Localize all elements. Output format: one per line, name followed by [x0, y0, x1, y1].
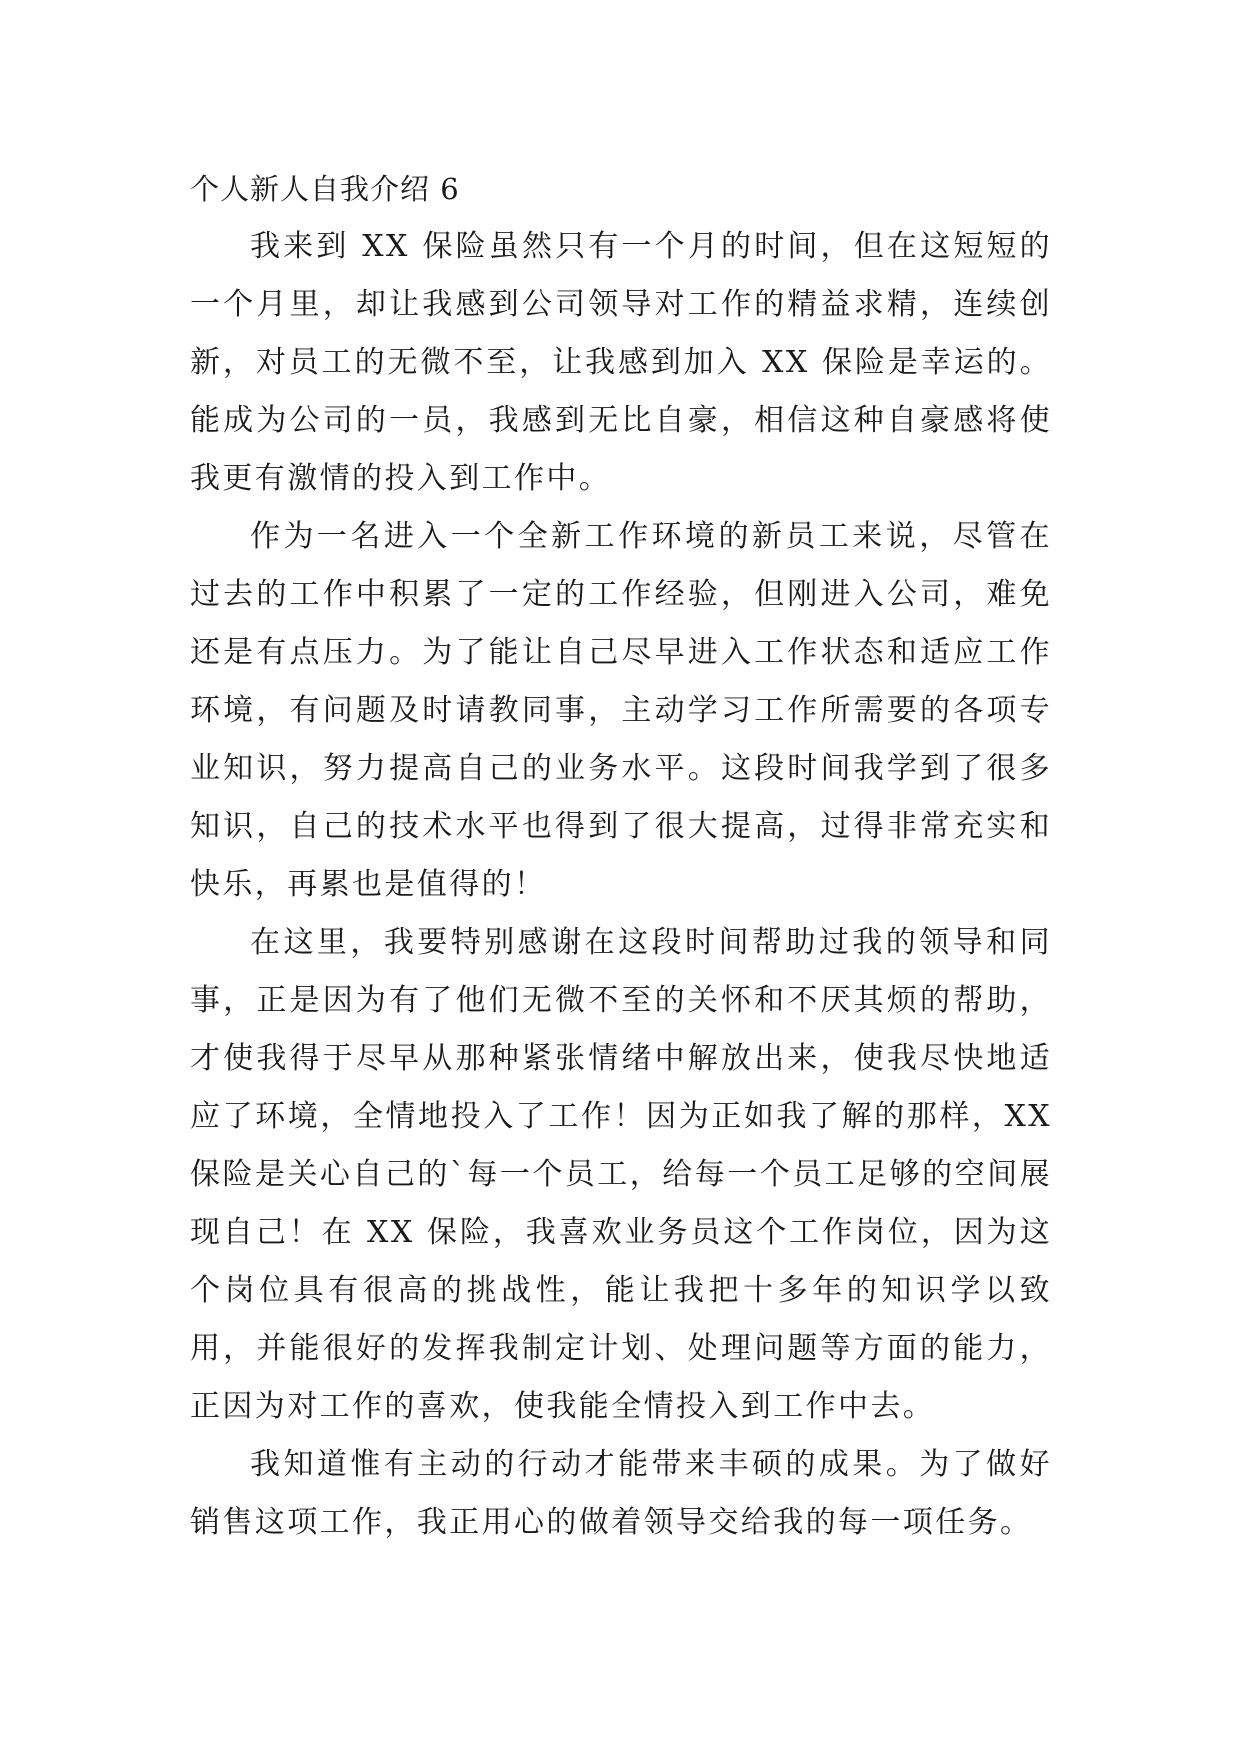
- paragraph-4: 我知道惟有主动的行动才能带来丰硕的成果。为了做好销售这项工作，我正用心的做着领导交给我的每一项任务。: [190, 1447, 1052, 1540]
- paragraph-1: 我来到 XX 保险虽然只有一个月的时间，但在这短短的一个月里，却让我感到公司领导对工作的精益求精，连续创新，对员工的无微不至，让我感到加入 XX 保险是幸运的。能成为公司的一员，我感到无比自豪，相信这种自豪感将使我更有激情的投入到工作中。: [190, 229, 1052, 496]
- document-body: [190, 160, 1052, 1552]
- paragraph-3: 在这里，我要特别感谢在这段时间帮助过我的领导和同事，正是因为有了他们无微不至的关怀和不厌其烦的帮助，才使我得于尽早从那种紧张情绪中解放出来，使我尽快地适应了环境，全情地投入了工作！因为正如我了解的那样，XX 保险是关心自己的`每一个员工，给每一个员工足够的空间展现自己！在 XX 保险，我喜欢业务员这个工作岗位，因为这个岗位具有很高的挑战性，能让我把十多年的知识学以致用，并能很好的发挥我制定计划、处理问题等方面的能力，正因为对工作的喜欢，使我能全情投入到工作中去。: [190, 925, 1052, 1424]
- paragraph-2: 作为一名进入一个全新工作环境的新员工来说，尽管在过去的工作中积累了一定的工作经验，但刚进入公司，难免还是有点压力。为了能让自己尽早进入工作状态和适应工作环境，有问题及时请教同事，主动学习工作所需要的各项专业知识，努力提高自己的业务水平。这段时间我学到了很多知识，自己的技术水平也得到了很大提高，过得非常充实和快乐，再累也是值得的！: [190, 519, 1052, 902]
- document-title: 个人新人自我介绍 6: [190, 172, 460, 206]
